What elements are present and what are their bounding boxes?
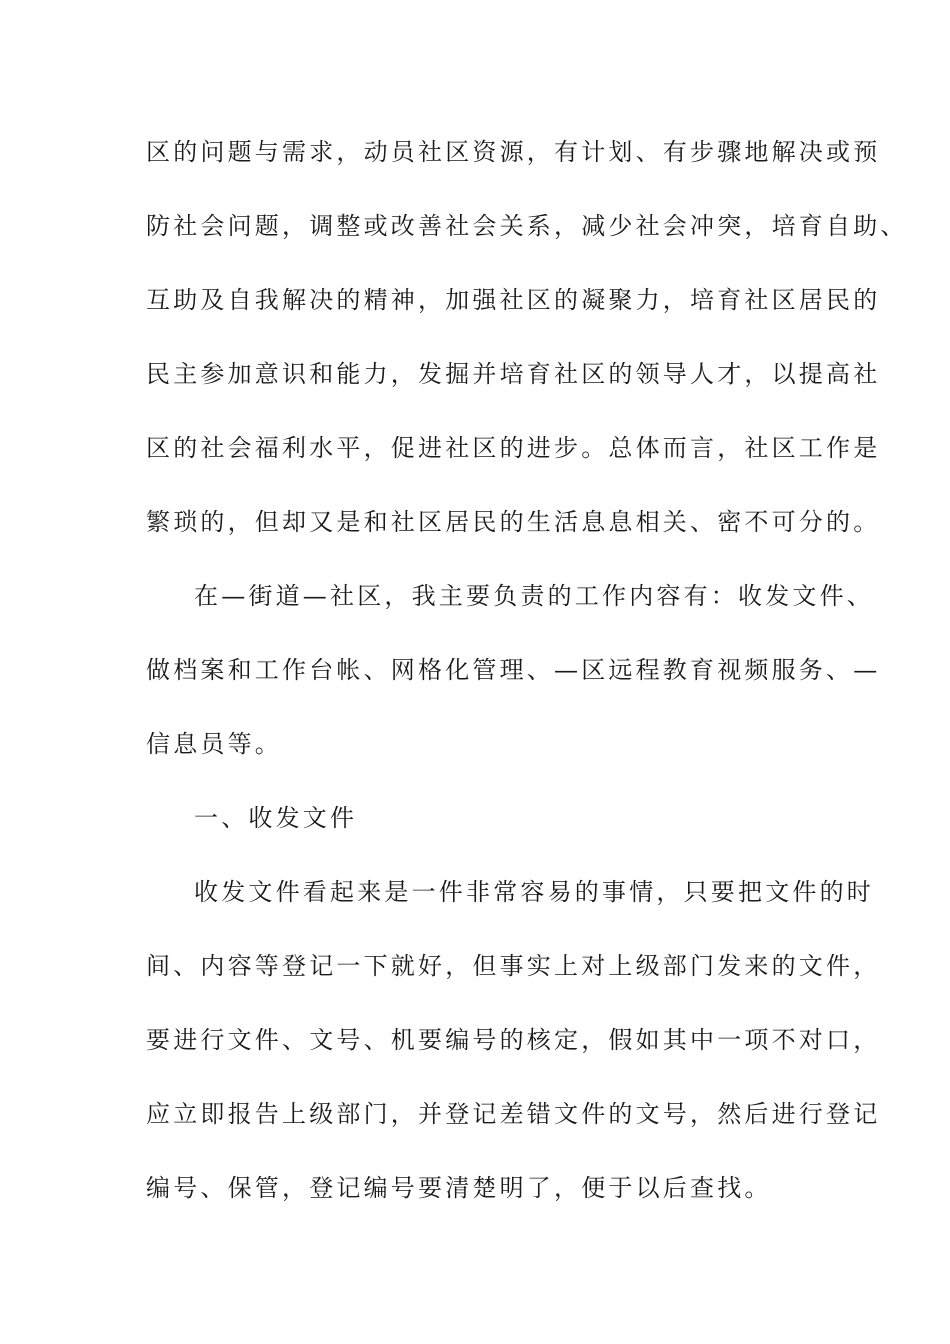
paragraph-start-line: 收发文件看起来是一件非常容易的事情，只要把文件的时	[194, 878, 874, 906]
text-line: 要进行文件、文号、机要编号的核定，假如其中一项不对口，	[146, 1026, 881, 1054]
document-body	[146, 128, 908, 1238]
text-line: 区的社会福利水平，促进社区的进步。总体而言，社区工作是	[146, 434, 881, 462]
text-line: 做档案和工作台帐、网格化管理、—区远程教育视频服务、—	[146, 656, 881, 684]
text-line: 繁琐的，但却又是和社区居民的生活息息相关、密不可分的。	[146, 508, 881, 536]
text-line: 应立即报告上级部门，并登记差错文件的文号，然后进行登记	[146, 1100, 881, 1128]
text-line: 防社会问题，调整或改善社会关系，减少社会冲突，培育自助、	[146, 212, 908, 240]
paragraph-start-line: 在—街道—社区，我主要负责的工作内容有：收发文件、	[194, 582, 874, 610]
section-heading: 一、收发文件	[194, 804, 358, 832]
text-line: 间、内容等登记一下就好，但事实上对上级部门发来的文件，	[146, 952, 881, 980]
text-line: 区的问题与需求，动员社区资源，有计划、有步骤地解决或预	[146, 138, 881, 166]
text-line: 互助及自我解决的精神，加强社区的凝聚力，培育社区居民的	[146, 286, 881, 314]
text-line: 民主参加意识和能力，发掘并培育社区的领导人才，以提高社	[146, 360, 881, 388]
text-line: 信息员等。	[146, 730, 282, 758]
text-line: 编号、保管，登记编号要清楚明了，便于以后查找。	[146, 1174, 772, 1202]
